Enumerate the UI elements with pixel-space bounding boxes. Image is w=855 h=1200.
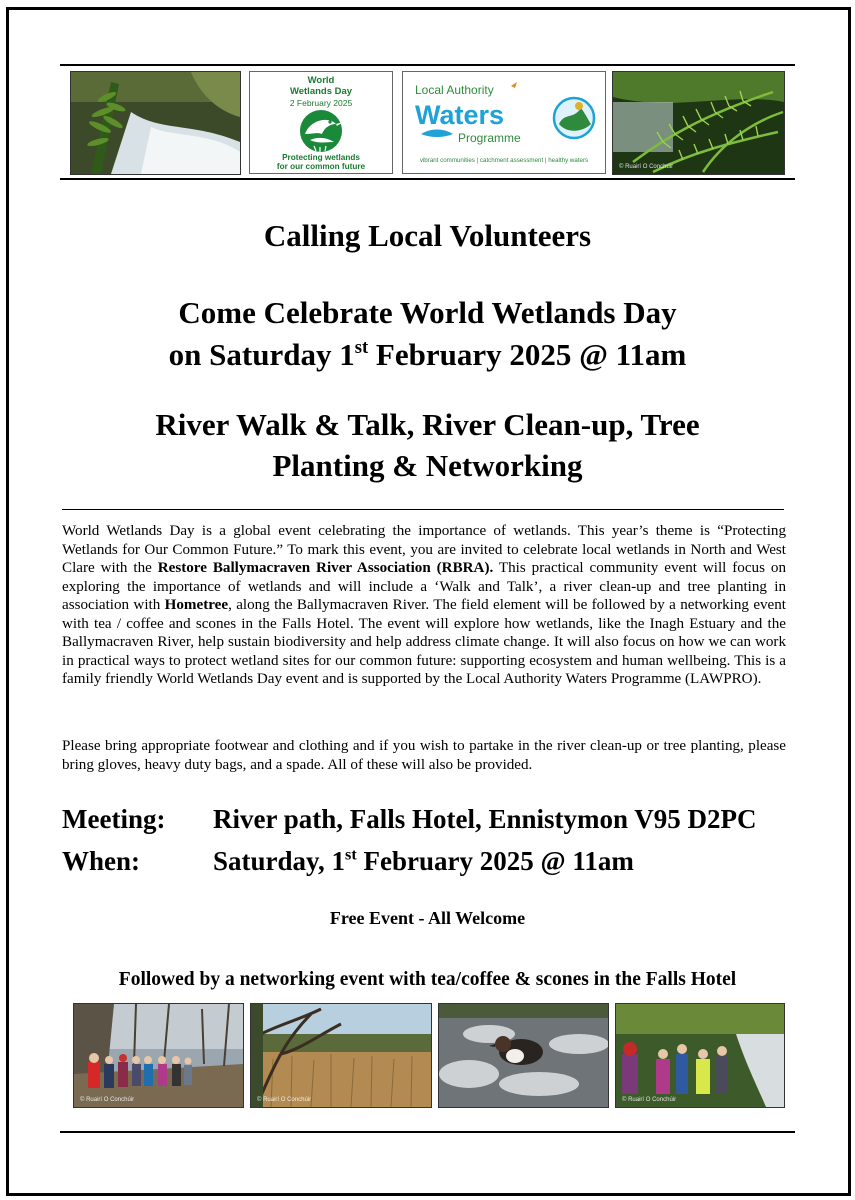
wwd-tagline1: Protecting wetlands (282, 153, 360, 162)
desc-text-e: , along the Ballymacraven River. The field element will be followed by a networking event with tea / coffee and scones in the Falls Hotel. The event will explore how wetlands, like the Inagh Estuary and the Ballymacraven River, help sustain biodiversity and help address climate change. It will also focus on how we can work in practical ways to protect wetland sites for our common future: supporting ecosystem and human wellbeing. This is a family friendly World Wetlands Day event and is supported by the Local Authority Waters Programme (LAWPRO). (62, 597, 787, 688)
event-heading-line1: Come Celebrate World Wetlands Day (178, 295, 677, 330)
section-divider (62, 509, 784, 510)
fern-waterfall-photo (70, 71, 241, 175)
rbra-name: Restore Ballymacraven River Association (RBRA). (157, 560, 494, 577)
fern-fronds-photo (612, 71, 785, 175)
activities-line1: River Walk & Talk, River Clean-up, Tree (155, 407, 700, 442)
wwd-line2: Wetlands Day (289, 86, 353, 97)
activities-heading (0, 404, 855, 486)
desc-text-a: World Wetlands Day is a global event celebrating the importance of wetlands. This year’s theme is “Protecting Wetlands for Our Common Future.” To mark this event, you are invited to celebrate local wetlands in North and West Clare with the (62, 523, 786, 577)
description-paragraph (62, 522, 786, 689)
when-date: Saturday, 1 (213, 846, 346, 876)
when-ordinal: st (345, 845, 357, 864)
activities-line2: Planting & Networking (272, 448, 583, 483)
dipper-bird-photo (438, 1003, 609, 1108)
event-heading-line2 (0, 334, 855, 376)
world-wetlands-day-logo (249, 71, 393, 174)
when-value (213, 845, 634, 877)
photo-credit: © Ruairí Ó Conchúir (619, 164, 674, 170)
lawpro-footer-text: vibrant communities | catchment assessment | healthy waters (419, 157, 589, 164)
wwd-line1: World (307, 75, 335, 86)
date-text: on Saturday 1 (168, 337, 355, 372)
date-rest: February 2025 @ 11am (368, 337, 687, 372)
lawpro-top-text: Local Authority (415, 83, 494, 97)
event-heading (0, 292, 855, 376)
dragonfly-icon (511, 82, 517, 88)
desc-text-c: This practical community event will focus on exploring the importance of wetlands and will include a ‘Walk and Talk’, a river clean-up and tree planting in association with (62, 560, 786, 614)
photo-credit: © Ruairí Ó Conchúir (80, 1097, 135, 1103)
catchment-globe-icon (554, 98, 594, 138)
header-bottom-rule (60, 178, 795, 180)
lawpro-main-text: Waters (415, 100, 505, 130)
lawpro-logo (402, 71, 606, 174)
footer-rule (60, 1131, 795, 1133)
hometree-name: Hometree (164, 597, 229, 614)
what-to-bring-paragraph: Please bring appropriate footwear and clothing and if you wish to partake in the river clean-up or tree planting, please bring gloves, heavy duty bags, and a spade. All of these will also be provided. (62, 738, 786, 773)
fish-icon (421, 130, 453, 138)
wwd-tagline2: for our common future (276, 162, 366, 171)
wetlands-bird-icon (300, 110, 343, 152)
when-label: When: (62, 846, 141, 876)
free-event-text: Free Event - All Welcome (329, 908, 526, 928)
meeting-label: Meeting: (62, 804, 166, 834)
wwd-date: 2 February 2025 (289, 98, 353, 108)
date-ordinal: st (354, 336, 369, 358)
group-by-river-photo (615, 1003, 785, 1108)
lawpro-sub-text: Programme (458, 131, 521, 145)
networking-note: Followed by a networking event with tea/coffee & scones in the Falls Hotel (118, 969, 737, 990)
walkers-photo (73, 1003, 244, 1108)
header-top-rule (60, 64, 795, 66)
photo-credit: © Ruairí Ó Conchúir (257, 1097, 312, 1103)
photo-credit: © Ruairí Ó Conchúir (622, 1097, 677, 1103)
when-rest: February 2025 @ 11am (356, 846, 634, 876)
wetland-reeds-photo (250, 1003, 432, 1108)
meeting-location: River path, Falls Hotel, Ennistymon V95 D2PC (213, 804, 757, 834)
page-title: Calling Local Volunteers (263, 218, 592, 253)
